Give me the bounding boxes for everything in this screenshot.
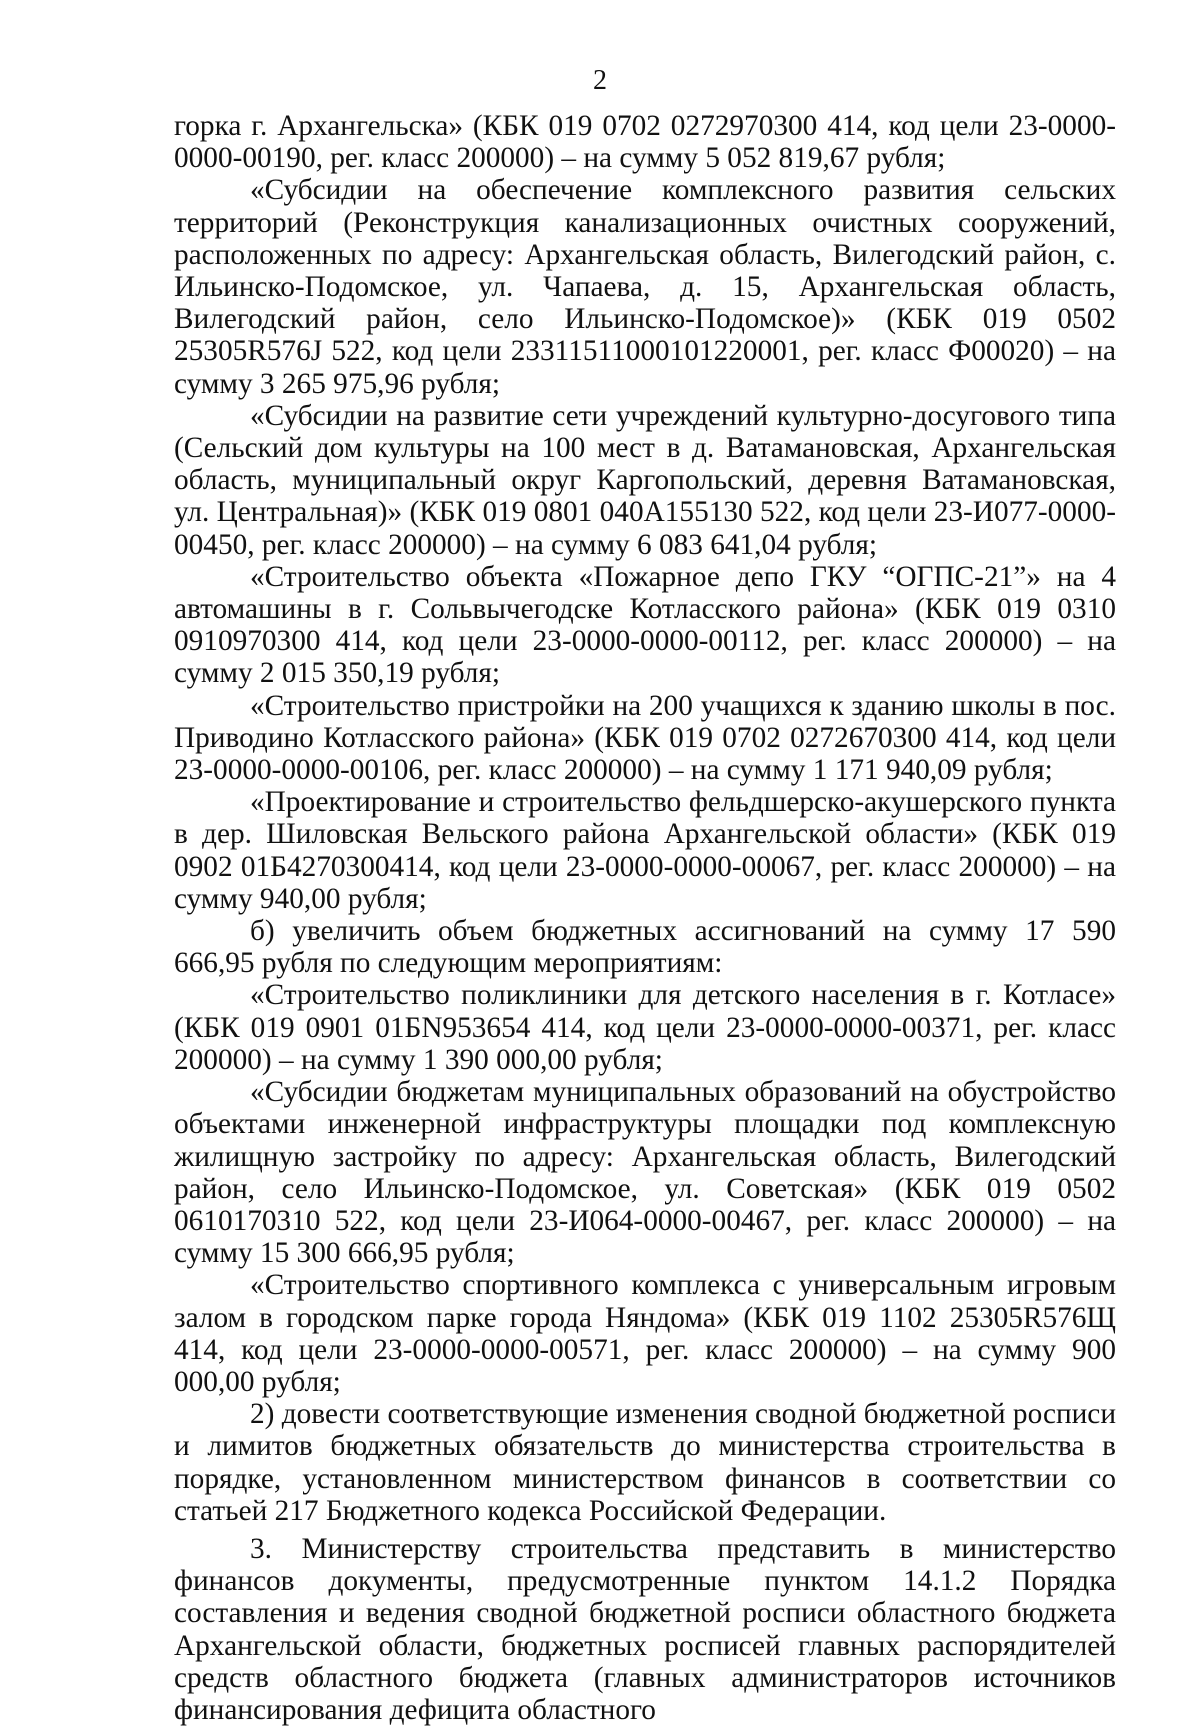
paragraph-medical-point: «Проектирование и строительство фельдшерско-акушерского пункта в дер. Шиловская Вельского района Архангельской области» (КБК 019 0902 01Б4270300414, код цели 23-0000-0000-00067, рег. класс 200000) – на сумму 940,00 рубля; xyxy=(174,786,1116,915)
paragraph-continuation: горка г. Архангельска» (КБК 019 0702 0272970300 414, код цели 23-0000-0000-00190, рег. класс 200000) – на сумму 5 052 819,67 рубля; xyxy=(174,110,1116,175)
paragraph-increase-allocations: б) увеличить объем бюджетных ассигнований на сумму 17 590 666,95 рубля по следующим мероприятиям: xyxy=(174,915,1116,980)
paragraph-sports-complex: «Строительство спортивного комплекса с универсальным игровым залом в городском парке города Няндома» (КБК 019 1102 25305R576Щ 414, код цели 23-0000-0000-00571, рег. класс 200000) – на сумму 900 000,00 рубля; xyxy=(174,1269,1116,1398)
paragraph-childrens-clinic: «Строительство поликлиники для детского населения в г. Котласе» (КБК 019 0901 01БN953654 414, код цели 23-0000-0000-00371, рег. класс 200000) – на сумму 1 390 000,00 рубля; xyxy=(174,979,1116,1076)
paragraph-sewage-reconstruction: «Субсидии на обеспечение комплексного развития сельских территорий (Реконструкция канализационных очистных сооружений, расположенных по адресу: Архангельская область, Вилегодский район, с. Ильинско-Подомское, ул. Чапаева, д. 15, Архангельская область, Вилегодский район, село Ильинско-Подомское)» (КБК 019 0502 25305R576J 522, код цели 23311511000101220001, рег. класс Ф00020) – на сумму 3 265 975,96 рубля; xyxy=(174,174,1116,400)
paragraph-infrastructure-subsidy: «Субсидии бюджетам муниципальных образований на обустройство объектами инженерной инфраструктуры площадки под комплексную жилищную застройку по адресу: Архангельская область, Вилегодский район, село Ильинско-Подомское, ул. Советская» (КБК 019 0502 0610170310 522, код цели 23-И064-0000-00467, рег. класс 200000) – на сумму 15 300 666,95 рубля; xyxy=(174,1076,1116,1270)
paragraph-school-extension: «Строительство пристройки на 200 учащихся к зданию школы в пос. Приводино Котласского района» (КБК 019 0702 0272670300 414, код цели 23-0000-0000-00106, рег. класс 200000) – на сумму 1 171 940,09 рубля; xyxy=(174,689,1116,787)
page-number: 2 xyxy=(593,65,607,96)
document-body xyxy=(174,110,1116,1726)
paragraph-culture-house: «Субсидии на развитие сети учреждений культурно-досугового типа (Сельский дом культуры на 100 мест в д. Ватамановская, Архангельская область, муниципальный округ Каргопольский, деревня Ватамановская, ул. Центральная)» (КБК 019 0801 040А155130 522, код цели 23-И077-0000-00450, рег. класс 200000) – на сумму 6 083 641,04 рубля; xyxy=(174,399,1116,561)
paragraph-fire-depot: «Строительство объекта «Пожарное депо ГКУ “ОГПС-21”» на 4 автомашины в г. Сольвычегодске Котласского района» (КБК 019 0310 0910970300 414, код цели 23-0000-0000-00112, рег. класс 200000) – на сумму 2 015 350,19 рубля; xyxy=(174,560,1116,690)
paragraph-item-3: 3. Министерству строительства представить в министерство финансов документы, предусмотренные пунктом 14.1.2 Порядка составления и ведения сводной бюджетной росписи областного бюджета Архангельской области, бюджетных росписей главных распорядителей средств областного бюджета (главных администраторов источников финансирования дефицита областного xyxy=(174,1532,1116,1726)
paragraph-item-2: 2) довести соответствующие изменения сводной бюджетной росписи и лимитов бюджетных обязательств до министерства строительства в порядке, установленном министерством финансов в соответствии со статьей 217 Бюджетного кодекса Российской Федерации. xyxy=(174,1398,1116,1527)
